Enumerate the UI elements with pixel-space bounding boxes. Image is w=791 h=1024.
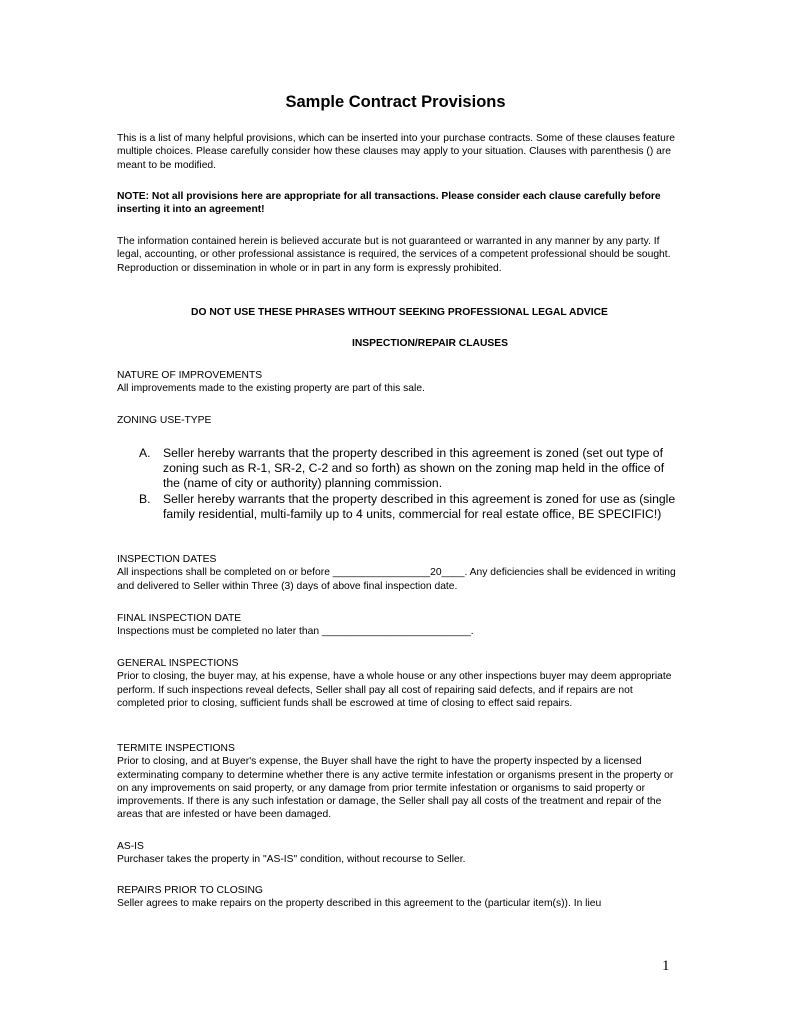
final-inspection-clause [117, 612, 682, 639]
section-heading: INSPECTION/REPAIR CLAUSES [352, 338, 508, 349]
note-paragraph: NOTE: Not all provisions here are appropriate for all transactions. Please consider each clause carefully before inserting it into an agreement! [117, 191, 661, 216]
termite-inspections-clause [117, 742, 682, 822]
clause-heading: FINAL INSPECTION DATE [117, 613, 242, 624]
intro-paragraph: This is a list of many helpful provisions, which can be inserted into your purchase contracts. Some of these clauses feature multiple choices. Please carefully consider how these clauses may apply to your situation. Clauses with parenthesis () are meant to be modified. [117, 133, 676, 171]
disclaimer-paragraph: The information contained herein is believed accurate but is not guaranteed or warranted in any manner by any party. If legal, accounting, or other professional assistance is required, the services of a competent professional should be sought. Reproduction or dissemination in whole or in part in any form is expressly prohibited. [117, 236, 671, 274]
clause-body: All improvements made to the existing property are part of this sale. [117, 383, 425, 395]
clause-heading: INSPECTION DATES [117, 554, 217, 565]
clause-heading: TERMITE INSPECTIONS [117, 743, 235, 754]
general-inspections-clause [117, 657, 682, 710]
clause-heading: GENERAL INSPECTIONS [117, 658, 239, 669]
zoning-clause-heading: ZONING USE-TYPE [117, 415, 212, 426]
clause-body: Prior to closing, and at Buyer's expense, the Buyer shall have the right to have the property inspected by a licensed exterminating company to determine whether there is any active termite infestation or organisms present in the property or on any improvements on said property, or any damage from prior termite infestation or organisms to said property or improvements. If there is any such infestation or damage, the Seller shall pay all costs of the treatment and repair of the areas that are infested or have been damaged. [117, 756, 674, 821]
list-item [117, 446, 682, 492]
list-item [117, 492, 682, 522]
clause-body: Seller agrees to make repairs on the property described in this agreement to the (particular item(s)). In lieu [117, 898, 602, 910]
clause-body: Purchaser takes the property in "AS-IS" condition, without recourse to Seller. [117, 854, 466, 866]
zoning-options-list [117, 446, 682, 522]
inspection-dates-clause [117, 553, 682, 593]
clause-body: Inspections must be completed no later than __________________________. [117, 626, 474, 638]
repairs-prior-to-closing-clause [117, 884, 682, 911]
clause-heading: NATURE OF IMPROVEMENTS [117, 370, 263, 381]
list-item-text: Seller hereby warrants that the property described in this agreement is zoned for use as (single family residential, multi-family up to 4 units, commercial for real estate office, BE SPECIFIC!) [163, 491, 676, 521]
legal-warning: DO NOT USE THESE PHRASES WITHOUT SEEKING PROFESSIONAL LEGAL ADVICE [191, 307, 608, 318]
nature-of-improvements-clause [117, 369, 682, 396]
clause-body: Prior to closing, the buyer may, at his expense, have a whole house or any other inspections buyer may deem appropriate perform. If such inspections reveal defects, Seller shall pay all cost of repairing said defects, and if repairs are not completed prior to closing, sufficient funds shall be escrowed at time of closing to effect said repairs. [117, 671, 672, 709]
list-marker: B. [139, 491, 151, 506]
as-is-clause [117, 840, 682, 867]
clause-heading: REPAIRS PRIOR TO CLOSING [117, 885, 263, 896]
page-number: 1 [662, 958, 670, 974]
list-item-text: Seller hereby warrants that the property described in this agreement is zoned (set out type of zoning such as R-1, SR-2, C-2 and so forth) as shown on the zoning map held in the office of the (name of city or authority) planning commission. [163, 446, 665, 491]
clause-heading: AS-IS [117, 841, 144, 852]
page-title: Sample Contract Provisions [285, 93, 506, 111]
list-marker: A. [139, 446, 151, 460]
clause-body: All inspections shall be completed on or before _________________20____. Any deficiencies shall be evidenced in writing and delivered to Seller within Three (3) days of above final inspection date. [117, 567, 676, 592]
